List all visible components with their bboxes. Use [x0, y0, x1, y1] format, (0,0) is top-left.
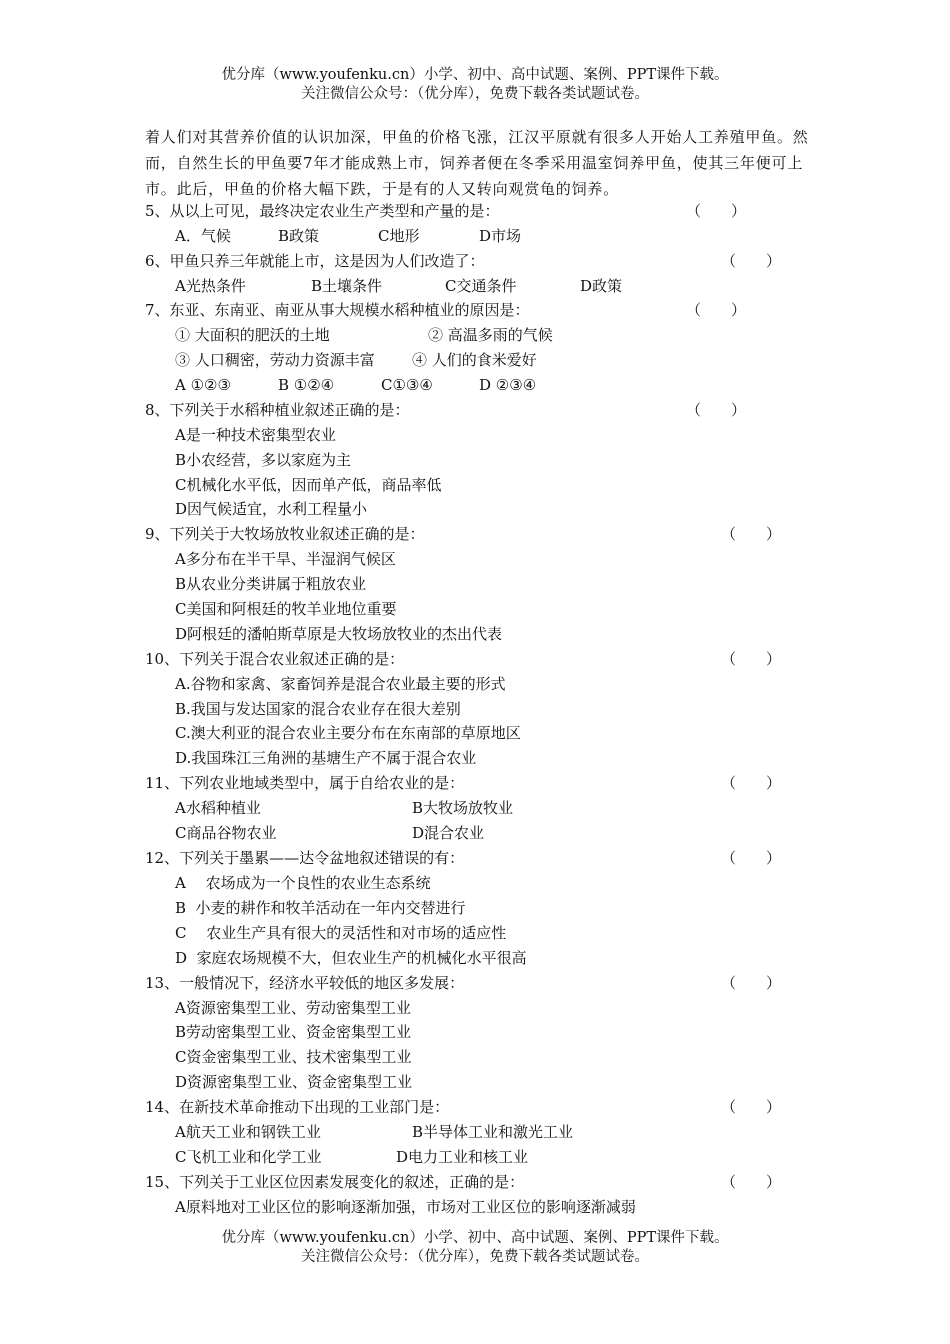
- header-line-2: 关注微信公众号：（优分库），免费下载各类试题试卷。: [301, 86, 649, 102]
- q7-option-b: B ①②④: [278, 376, 335, 394]
- q10-option-a: A.谷物和家禽、家畜饲养是混合农业最主要的形式: [175, 675, 506, 693]
- q12-option-b: B 小麦的耕作和牧羊活动在一年内交替进行: [175, 899, 466, 917]
- q11-option-c: C商品谷物农业: [175, 824, 277, 842]
- answer-paren-5: （ ）: [686, 202, 747, 220]
- q13-option-a: A资源密集型工业、劳动密集型工业: [175, 999, 411, 1017]
- answer-paren-7: （ ）: [686, 301, 747, 319]
- answer-paren-8: （ ）: [686, 401, 747, 419]
- q8-option-c: C机械化水平低，因而单产低，商品率低: [175, 476, 442, 494]
- q14-option-d: D电力工业和核工业: [396, 1148, 529, 1166]
- answer-paren-6: （ ）: [721, 252, 782, 270]
- q10-option-b: B.我国与发达国家的混合农业存在很大差别: [175, 700, 461, 718]
- q9-option-d: D阿根廷的潘帕斯草原是大牧场放牧业的杰出代表: [175, 625, 503, 643]
- q6-option-a: A光热条件: [175, 277, 246, 295]
- q13-option-d: D资源密集型工业、资金密集型工业: [175, 1073, 413, 1091]
- q14-option-a: A航天工业和钢铁工业: [175, 1123, 321, 1141]
- q12-option-c: C 农业生产具有很大的灵活性和对市场的适应性: [175, 924, 507, 942]
- q11-option-d: D混合农业: [412, 824, 485, 842]
- question-9: 9、下列关于大牧场放牧业叙述正确的是：: [145, 525, 425, 543]
- q12-option-a: A 农场成为一个良性的农业生态系统: [175, 874, 431, 892]
- q5-option-c: C地形: [378, 227, 420, 245]
- q13-option-b: B劳动密集型工业、资金密集型工业: [175, 1023, 412, 1041]
- intro-paragraph: 着人们对其营养价值的认识加深，甲鱼的价格飞涨，江汉平原就有很多人开始人工养殖甲鱼。然而，自然生长的甲鱼要7年才能成熟上市，饲养者便在冬季采用温室饲养甲鱼，使其三年便可上市。此后，甲鱼的价格大幅下跌，于是有的人又转向观赏龟的饲养。: [145, 128, 809, 198]
- question-11: 11、下列农业地域类型中，属于自给农业的是：: [145, 774, 465, 792]
- q10-option-c: C.澳大利亚的混合农业主要分布在东南部的草原地区: [175, 724, 521, 742]
- footer-line-2: 关注微信公众号：（优分库），免费下载各类试题试卷。: [301, 1249, 649, 1265]
- answer-paren-15: （ ）: [721, 1173, 782, 1191]
- q7-statement-1: ① 大面积的肥沃的土地: [175, 326, 330, 344]
- answer-paren-14: （ ）: [721, 1098, 782, 1116]
- q9-option-a: A多分布在半干旱、半湿润气候区: [175, 550, 396, 568]
- q5-option-d: D市场: [479, 227, 522, 245]
- question-5: 5、从以上可见，最终决定农业生产类型和产量的是：: [145, 202, 500, 220]
- answer-paren-9: （ ）: [721, 525, 782, 543]
- q12-option-d: D 家庭农场规模不大，但农业生产的机械化水平很高: [175, 949, 527, 967]
- q6-option-d: D政策: [580, 277, 623, 295]
- q7-statement-2: ② 高温多雨的气候: [428, 326, 553, 344]
- q10-option-d: D.我国珠江三角洲的基塘生产不属于混合农业: [175, 749, 477, 767]
- question-7: 7、东亚、东南亚、南亚从事大规模水稻种植业的原因是：: [145, 301, 530, 319]
- q14-option-b: B半导体工业和激光工业: [412, 1123, 574, 1141]
- q5-option-a: A．气候: [175, 227, 231, 245]
- q6-option-b: B土壤条件: [311, 277, 383, 295]
- question-10: 10、下列关于混合农业叙述正确的是：: [145, 650, 405, 668]
- answer-paren-10: （ ）: [721, 650, 782, 668]
- q8-option-a: A是一种技术密集型农业: [175, 426, 336, 444]
- question-15: 15、下列关于工业区位因素发展变化的叙述，正确的是：: [145, 1173, 525, 1191]
- question-13: 13、一般情况下，经济水平较低的地区多发展：: [145, 974, 465, 992]
- q7-statement-4: ④ 人们的食米爱好: [412, 351, 537, 369]
- q6-option-c: C交通条件: [445, 277, 517, 295]
- question-12: 12、下列关于墨累——达令盆地叙述错误的有：: [145, 849, 465, 867]
- footer-line-1: 优分库（www.youfenku.cn）小学、初中、高中试题、案例、PPT课件下载。: [221, 1230, 729, 1246]
- q7-option-a: A ①②③: [175, 376, 231, 394]
- q5-option-b: B政策: [278, 227, 320, 245]
- page-footer: [0, 1229, 950, 1267]
- answer-paren-13: （ ）: [721, 974, 782, 992]
- q8-option-b: B小农经营，多以家庭为主: [175, 451, 352, 469]
- q9-option-c: C美国和阿根廷的牧羊业地位重要: [175, 600, 397, 618]
- q11-option-b: B大牧场放牧业: [412, 799, 514, 817]
- question-8: 8、下列关于水稻种植业叙述正确的是：: [145, 401, 410, 419]
- header-line-1: 优分库（www.youfenku.cn）小学、初中、高中试题、案例、PPT课件下载。: [221, 67, 729, 83]
- answer-paren-12: （ ）: [721, 849, 782, 867]
- q11-option-a: A水稻种植业: [175, 799, 261, 817]
- page-header: [0, 66, 950, 104]
- q9-option-b: B从农业分类讲属于粗放农业: [175, 575, 367, 593]
- q7-option-c: C①③④: [381, 376, 433, 394]
- answer-paren-11: （ ）: [721, 774, 782, 792]
- q13-option-c: C资金密集型工业、技术密集型工业: [175, 1048, 412, 1066]
- question-14: 14、在新技术革命推动下出现的工业部门是：: [145, 1098, 450, 1116]
- q14-option-c: C飞机工业和化学工业: [175, 1148, 322, 1166]
- q7-option-d: D ②③④: [479, 376, 537, 394]
- q15-option-a: A原料地对工业区位的影响逐渐加强，市场对工业区位的影响逐渐减弱: [175, 1198, 636, 1216]
- question-6: 6、甲鱼只养三年就能上市，这是因为人们改造了：: [145, 252, 485, 270]
- q8-option-d: D因气候适宜，水利工程量小: [175, 500, 368, 518]
- q7-statement-3: ③ 人口稠密，劳动力资源丰富: [175, 351, 375, 369]
